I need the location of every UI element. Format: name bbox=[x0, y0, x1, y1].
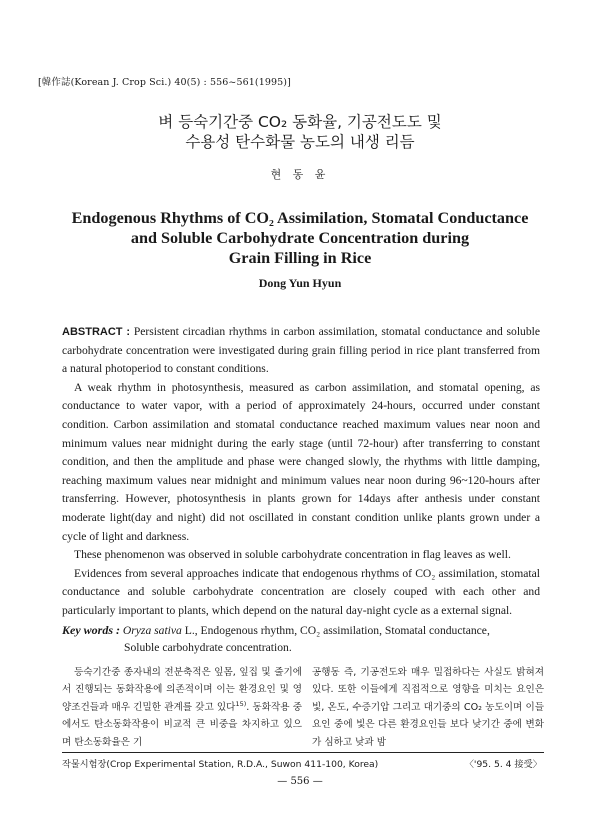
keywords-line-1 bbox=[62, 622, 540, 639]
journal-citation: [韓作誌(Korean J. Crop Sci.) 40(5) : 556~561(1995)] bbox=[38, 77, 291, 88]
body-right-paragraph: 공행동 즉, 기공전도와 매우 밀접하다는 사실도 밝혀져 있다. 또한 이들에게 직접적으로 영향을 미치는 요인은 빛, 온도, 수증기압 그리고 대기중의 CO₂ 농도이며 이들 요인 중에 빛은 다른 환경요인들 보다 낮기간 중에 변화가 심하고 낮과 밤 bbox=[312, 667, 544, 748]
korean-author: 현 동 윤 bbox=[270, 168, 330, 181]
korean-title bbox=[0, 112, 600, 152]
body-left-text: 등숙기간중 종자내의 전분축적은 잎몸, 잎집 및 줄기에서 진행되는 동화작용에 의존적이며 이는 환경요인 및 영양조건들과 매우 긴밀한 관계를 갖고 있다 bbox=[62, 667, 302, 713]
abstract-p1-text: Persistent circadian rhythms in carbon assimilation, stomatal conductance and soluble carbohydrate concentration were investigated during grain filling period in rice plant transferred from a natural photoperiod to constant conditions. bbox=[62, 325, 540, 376]
abstract-paragraph-3: These phenomenon was observed in soluble carbohydrate concentration in flag leaves as well. bbox=[74, 548, 511, 562]
keywords-line-2: Soluble carbohydrate concentration. bbox=[124, 641, 292, 654]
abstract-paragraph-2: A weak rhythm in photosynthesis, measured as carbon assimilation, and stomatal opening, as conductance to water vapor, with a period of approximately 24-hours, occurred under constant condition. Carbon assimilation and stomatal conductance reached maximum values near noon and minimum values near midnight during the early stage (until 72-hour) after transferring to constant condition, and then the amplitude and phase were changed slowly, the rhythms with little damping, reaching maximum values near midnight and minimum values near noon during 96~120-hours after transferring. However, photosynthesis in plants grown for 14days after anthesis under constant moderate light(day and night) did not oscillated in constant condition unlike plants grown under a cycle of light and darkness. bbox=[62, 380, 540, 543]
english-title-line-2: and Soluble Carbohydrate Concentration during bbox=[130, 229, 470, 247]
abstract-paragraph-4: Evidences from several approaches indicate that endogenous rhythms of CO₂ assimilation, stomatal conductance and soluble carbohydrate concentration are closely couped with each other and particularly important to plants, which depend on the natural day-night cycle as a external signal. bbox=[62, 566, 540, 617]
english-title-line-1: Endogenous Rhythms of CO₂ Assimilation, Stomatal Conductance bbox=[71, 209, 529, 227]
body-column-left bbox=[62, 664, 302, 751]
english-title bbox=[0, 208, 600, 268]
body-left-paragraph bbox=[62, 664, 302, 751]
page-number: — 556 — bbox=[277, 776, 323, 787]
keywords-label: Key words : bbox=[62, 623, 120, 637]
keywords-species: Oryza sativa bbox=[122, 624, 182, 637]
keywords-line-1-rest: L., Endogenous rhythm, CO₂ assimilation, Stomatal conductance, bbox=[181, 624, 490, 637]
english-title-line-3: Grain Filling in Rice bbox=[228, 249, 372, 267]
korean-title-line-1: 벼 등숙기간중 CO₂ 동화율, 기공전도도 및 bbox=[158, 113, 442, 131]
body-left-reference: 15) bbox=[235, 699, 247, 708]
received-date: 〈'95. 5. 4 接受〉 bbox=[464, 759, 542, 770]
abstract-paragraph-1 bbox=[62, 323, 540, 379]
english-author: Dong Yun Hyun bbox=[258, 276, 342, 290]
keywords bbox=[62, 622, 540, 656]
korean-title-line-2: 수용성 탄수화물 농도의 내생 리듬 bbox=[185, 133, 415, 151]
body-left-text-2: . 동화작용 중에서도 탄소동화작용이 비교적 큰 비중을 차지하고 있으며 탄소동화율은 기 bbox=[62, 701, 302, 748]
body-column-right bbox=[312, 664, 544, 751]
abstract bbox=[62, 323, 540, 621]
abstract-label: ABSTRACT : bbox=[62, 326, 131, 338]
affiliation-footnote: 작물시험장(Crop Experimental Station, R.D.A., Suwon 411-100, Korea) bbox=[62, 759, 379, 770]
footnote-divider bbox=[62, 752, 544, 753]
